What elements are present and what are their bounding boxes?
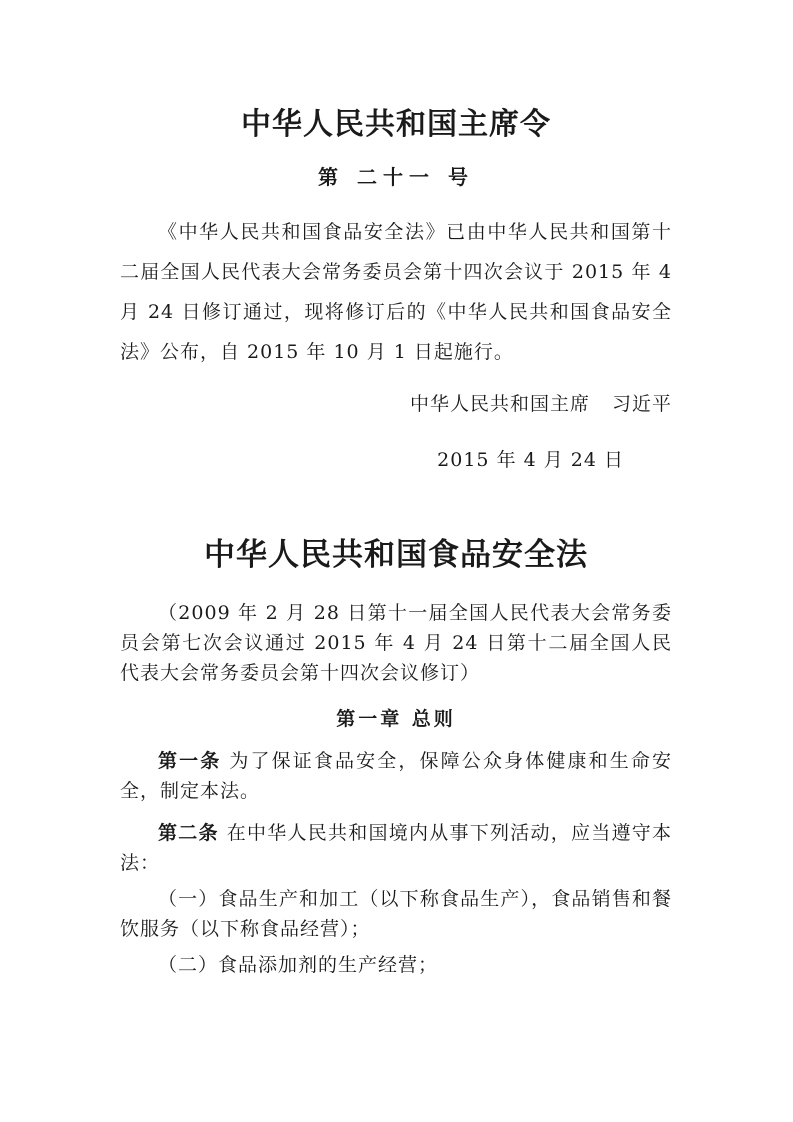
article-text: 为了保证食品安全，保障公众身体健康和生命安全，制定本法。 [120,750,672,802]
signature-line [120,384,672,424]
article-2-item-1: （一）食品生产和加工（以下称食品生产），食品销售和餐饮服务（以下称食品经营）； [120,888,672,940]
order-date: 2015 年 4 月 24 日 [437,449,624,471]
signatory-title: 中华人民共和国主席 [409,393,590,415]
law-title: 中华人民共和国食品安全法 [204,537,588,573]
law-history: （2009 年 2 月 28 日第十一届全国人民代表大会常务委员会第七次会议通过 2015 年 4 月 24 日第十二届全国人民代表大会常务委员会第十四次会议修订） [120,602,672,684]
article-label: 第二条 [158,822,219,844]
presidential-order-title: 中华人民共和国主席令 [241,107,551,142]
order-number: 第 二十一 号 [318,165,474,189]
document-content [120,96,672,980]
article-text: 在中华人民共和国境内从事下列活动，应当遵守本法： [120,822,672,874]
chapter-title: 第一章 总则 [336,708,456,730]
article-label: 第一条 [158,750,222,772]
order-body: 《中华人民共和国食品安全法》已由中华人民共和国第十二届全国人民代表大会常务委员会第十四次会议于 2015 年 4 月 24 日修订通过，现将修订后的《中华人民共和国食品安全法》公布，自 2015 年 10 月 1 日起施行。 [120,221,672,363]
article-2-item-2: （二）食品添加剂的生产经营； [158,954,439,976]
signatory-name: 习近平 [611,393,672,415]
article-1 [120,746,672,806]
article-2 [120,818,672,878]
